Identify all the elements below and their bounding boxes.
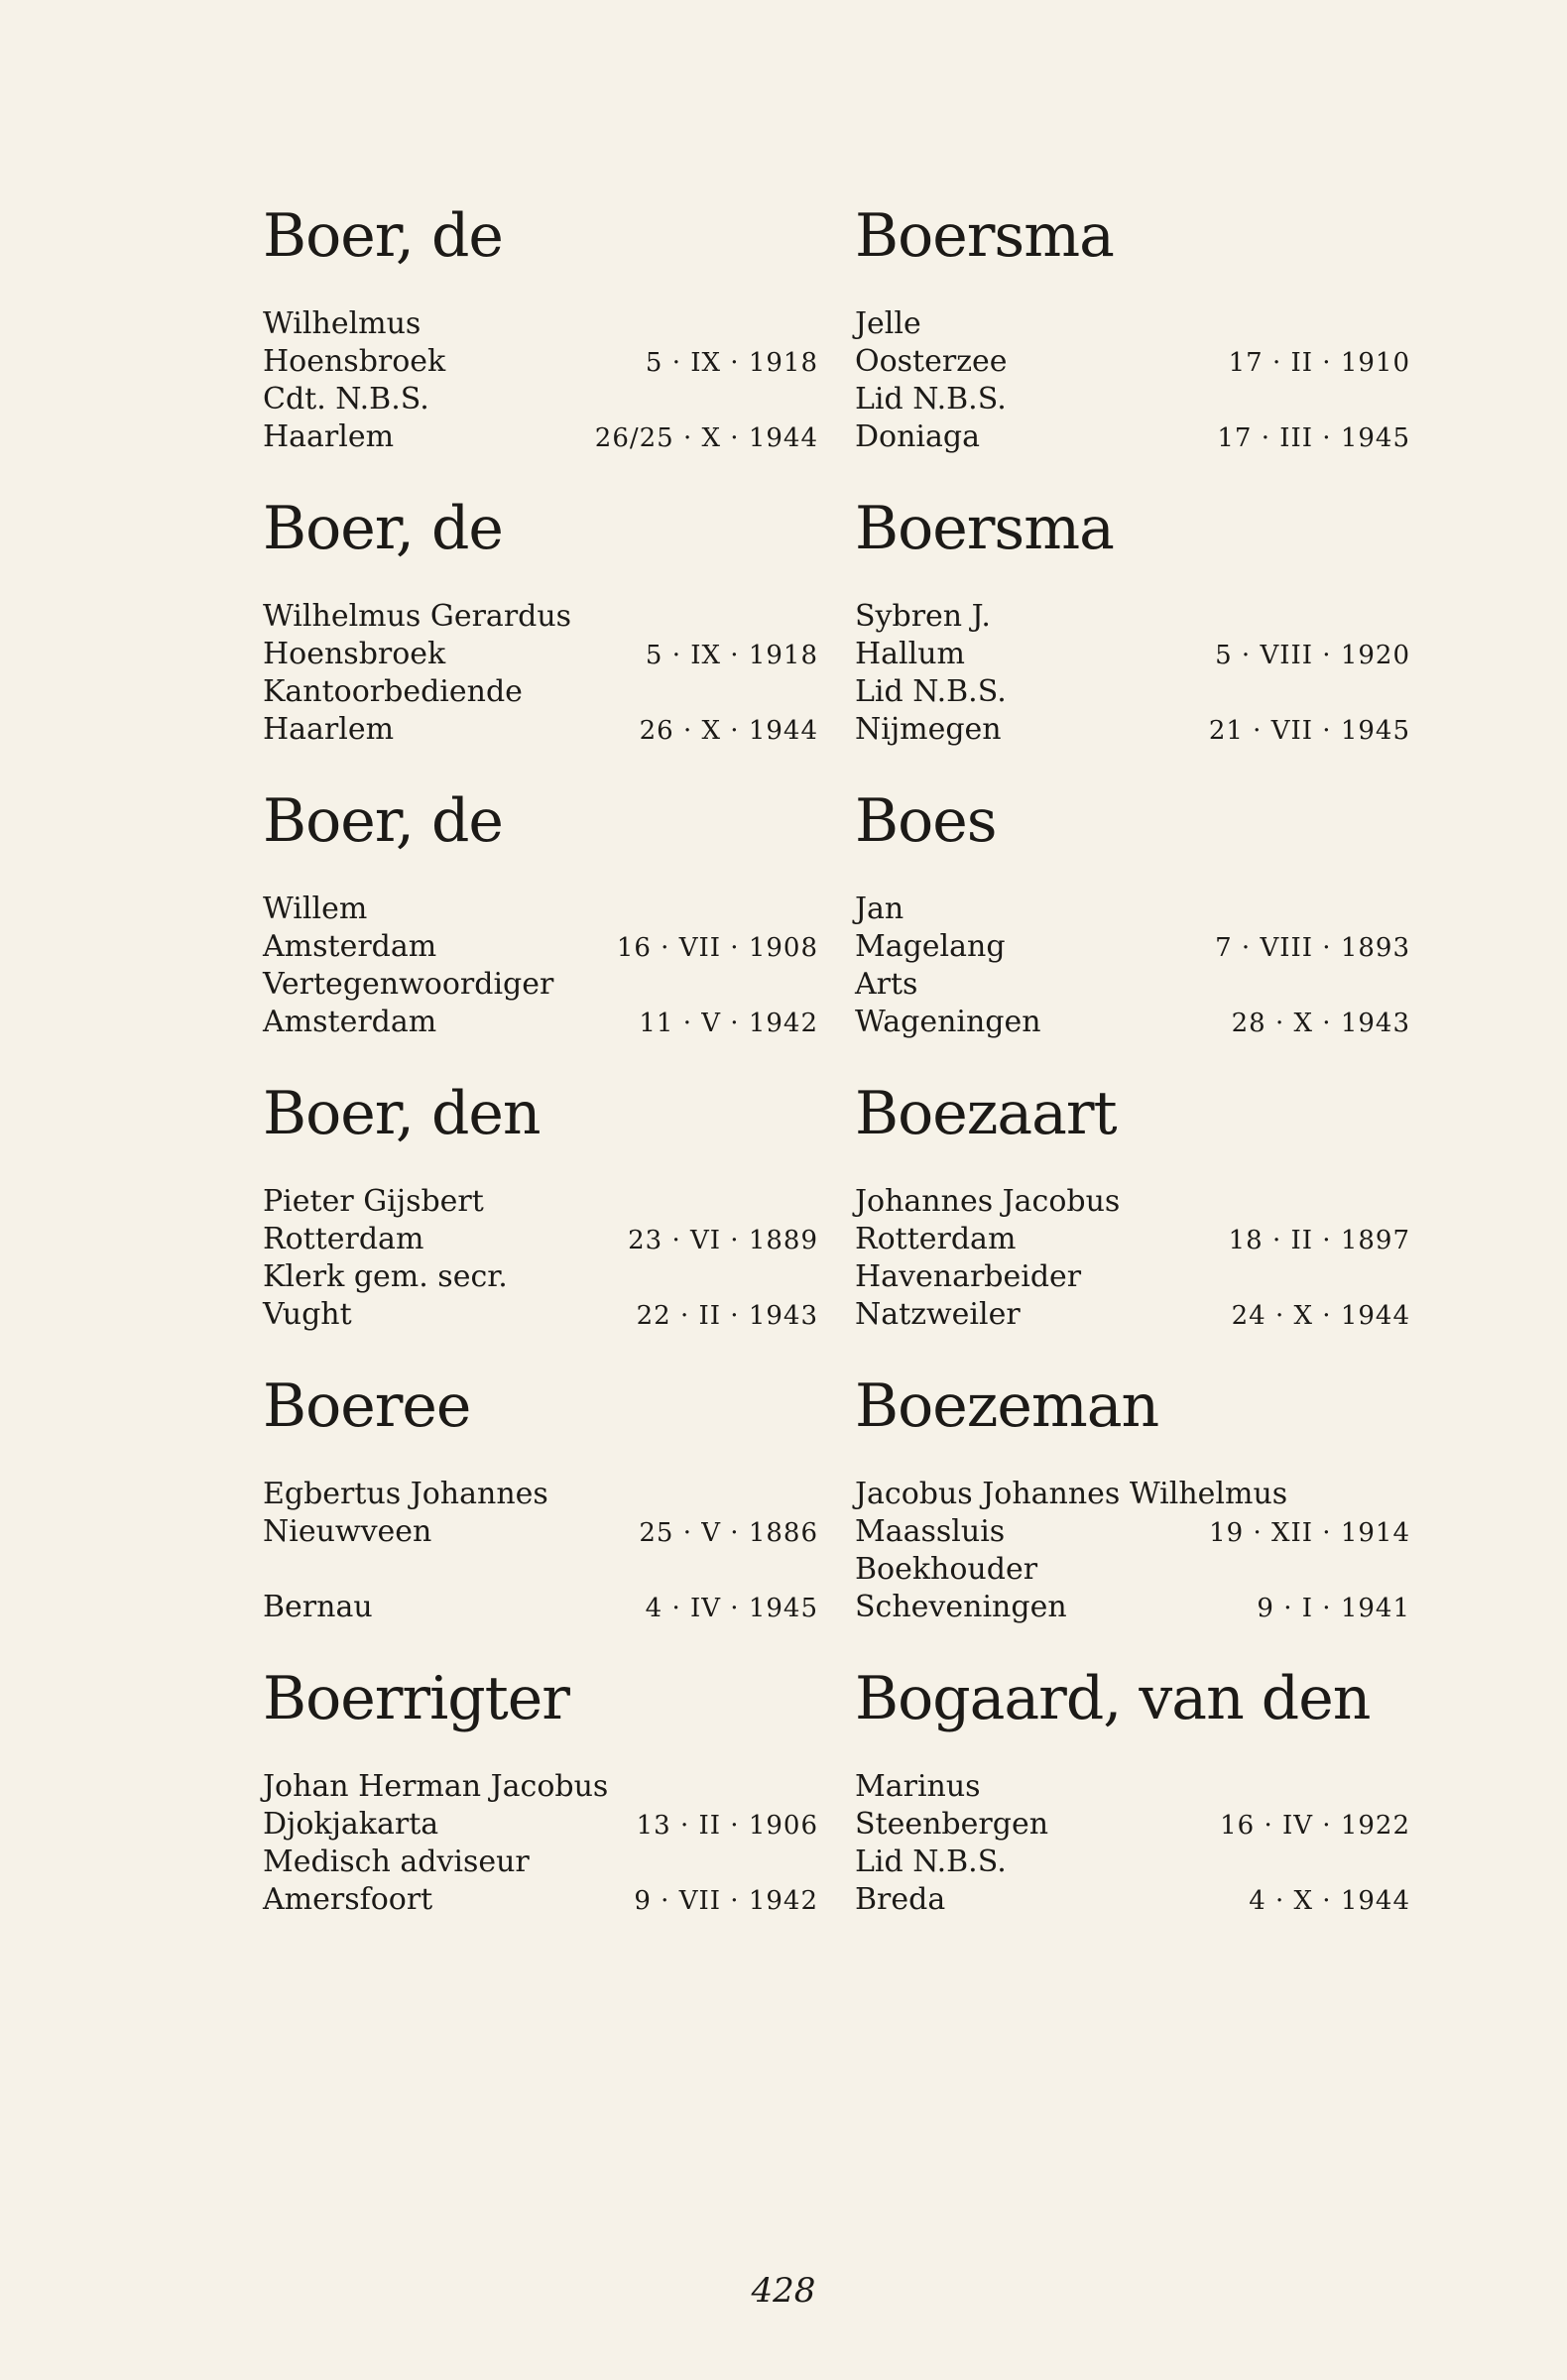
- entry-birthdate: 5 · IX · 1918: [645, 348, 818, 378]
- register-entry: [855, 752, 1410, 1044]
- entry-occupation: Cdt. N.B.S.: [263, 382, 429, 416]
- entry-line-occupation: [263, 1258, 818, 1296]
- entry-occupation: Lid N.B.S.: [855, 674, 1007, 709]
- entry-deathdate: 4 · IV · 1945: [645, 1594, 818, 1623]
- entry-first: Jelle: [855, 306, 921, 341]
- left-column: [263, 167, 818, 1922]
- entry-first: Willem: [263, 892, 368, 926]
- entry-birthplace: Hallum: [855, 637, 966, 671]
- entry-line-occupation: [263, 673, 818, 711]
- entry-birthdate: 16 · IV · 1922: [1220, 1811, 1410, 1841]
- register-entry: [263, 1044, 818, 1337]
- entry-occupation: Lid N.B.S.: [855, 1844, 1007, 1879]
- entry-deathdate: 24 · X · 1944: [1231, 1301, 1410, 1331]
- entry-birthdate: 19 · XII · 1914: [1209, 1518, 1410, 1548]
- entry-birthdate: 17 · II · 1910: [1228, 348, 1410, 378]
- entry-birthplace: Magelang: [855, 929, 1006, 964]
- entry-birthdate: 23 · VI · 1889: [628, 1226, 818, 1255]
- entry-line-deathplace: [263, 418, 818, 456]
- entry-line-birthplace: [855, 343, 1410, 381]
- entry-deathdate: 9 · VII · 1942: [634, 1886, 818, 1916]
- entry-line-birthplace: [855, 1513, 1410, 1551]
- entry-line-birthplace: [263, 928, 818, 966]
- entry-line-occupation: [263, 381, 818, 418]
- entry-birthplace: Hoensbroek: [263, 637, 446, 671]
- entry-birthdate: 7 · VIII · 1893: [1215, 933, 1410, 963]
- entry-surname: Boezaart: [855, 1079, 1117, 1148]
- entry-line-birthplace: [263, 1513, 818, 1551]
- entry-surname: Boes: [855, 786, 997, 856]
- entry-line-birthplace: [263, 1221, 818, 1258]
- entry-line-occupation: [263, 1551, 818, 1589]
- register-entry: [263, 1337, 818, 1629]
- entry-line-deathplace: [855, 1296, 1410, 1334]
- right-column: [855, 167, 1410, 1922]
- entry-first: Egbertus Johannes: [263, 1477, 548, 1511]
- register-entry: [263, 752, 818, 1044]
- entry-deathdate: 28 · X · 1943: [1231, 1009, 1410, 1038]
- entry-line-deathplace: [855, 1004, 1410, 1041]
- entry-line-occupation: [855, 1551, 1410, 1589]
- entry-deathplace: Amersfoort: [263, 1882, 433, 1917]
- entry-surname: Bogaard, van den: [855, 1664, 1371, 1733]
- entry-line-occupation: [855, 966, 1410, 1004]
- entry-birthplace: Djokjakarta: [263, 1807, 439, 1842]
- entry-occupation: Vertegenwoordiger: [263, 967, 554, 1002]
- entry-birthdate: 5 · IX · 1918: [645, 641, 818, 670]
- entry-birthplace: Rotterdam: [855, 1222, 1017, 1256]
- entry-line-first: [263, 1476, 818, 1513]
- entry-line-deathplace: [263, 1004, 818, 1041]
- entry-line-occupation: [263, 1844, 818, 1881]
- entry-line-deathplace: [855, 418, 1410, 456]
- entry-birthdate: 16 · VII · 1908: [616, 933, 818, 963]
- entry-birthplace: Amsterdam: [263, 929, 437, 964]
- page-number: 428: [751, 2271, 816, 2311]
- entry-surname: Boersma: [855, 201, 1114, 271]
- entry-deathplace: Vught: [263, 1297, 352, 1332]
- entry-deathplace: Scheveningen: [855, 1590, 1067, 1624]
- entry-occupation: Lid N.B.S.: [855, 382, 1007, 416]
- entry-deathdate: 9 · I · 1941: [1257, 1594, 1410, 1623]
- entry-deathplace: Doniaga: [855, 419, 981, 454]
- entry-line-first: [263, 1768, 818, 1806]
- entry-deathdate: 21 · VII · 1945: [1208, 716, 1410, 746]
- entry-first: Wilhelmus: [263, 306, 422, 341]
- register-entry: [855, 1337, 1410, 1629]
- entry-birthdate: 5 · VIII · 1920: [1215, 641, 1410, 670]
- entry-line-deathplace: [855, 711, 1410, 749]
- entry-line-birthplace: [855, 928, 1410, 966]
- entry-line-first: [855, 1183, 1410, 1221]
- entry-birthplace: Steenbergen: [855, 1807, 1049, 1842]
- entry-line-deathplace: [855, 1589, 1410, 1626]
- entry-line-first: [263, 305, 818, 343]
- entry-deathplace: Haarlem: [263, 419, 395, 454]
- entry-first: Jacobus Johannes Wilhelmus: [855, 1477, 1288, 1511]
- register-entry: [263, 459, 818, 752]
- entry-birthplace: Maassluis: [855, 1514, 1006, 1549]
- entry-deathdate: 11 · V · 1942: [639, 1009, 818, 1038]
- entry-deathdate: 22 · II · 1943: [636, 1301, 818, 1331]
- entry-surname: Boer, de: [263, 201, 503, 271]
- entry-birthdate: 13 · II · 1906: [636, 1811, 818, 1841]
- entry-birthplace: Oosterzee: [855, 344, 1008, 379]
- entry-line-deathplace: [855, 1881, 1410, 1919]
- entry-surname: Boeree: [263, 1371, 471, 1441]
- entry-line-first: [263, 598, 818, 636]
- entry-line-deathplace: [263, 1589, 818, 1626]
- entry-surname: Boerrigter: [263, 1664, 569, 1733]
- entry-first: Pieter Gijsbert: [263, 1184, 484, 1219]
- entry-line-birthplace: [855, 636, 1410, 673]
- register-entry: [855, 459, 1410, 752]
- entry-deathplace: Natzweiler: [855, 1297, 1021, 1332]
- entry-line-first: [855, 598, 1410, 636]
- entry-line-occupation: [855, 1258, 1410, 1296]
- entry-birthdate: 25 · V · 1886: [639, 1518, 818, 1548]
- entry-deathdate: 4 · X · 1944: [1249, 1886, 1410, 1916]
- entry-deathplace: Nijmegen: [855, 712, 1002, 747]
- entry-line-deathplace: [263, 1881, 818, 1919]
- entry-first: Johan Herman Jacobus: [263, 1769, 609, 1804]
- register-entry: [855, 1629, 1410, 1922]
- entry-occupation: Kantoorbediende: [263, 674, 523, 709]
- entry-occupation: Arts: [855, 967, 918, 1002]
- register-entry: [263, 1629, 818, 1922]
- entry-line-occupation: [855, 381, 1410, 418]
- entry-occupation: Medisch adviseur: [263, 1844, 530, 1879]
- entry-deathplace: Breda: [855, 1882, 946, 1917]
- entry-occupation: Boekhouder: [855, 1552, 1038, 1587]
- entry-line-occupation: [855, 1844, 1410, 1881]
- entry-line-first: [263, 891, 818, 928]
- entry-first: Marinus: [855, 1769, 981, 1804]
- entry-surname: Boezeman: [855, 1371, 1159, 1441]
- register-entry: [263, 167, 818, 459]
- entry-line-birthplace: [855, 1806, 1410, 1844]
- entry-deathdate: 17 · III · 1945: [1217, 423, 1410, 453]
- entry-deathdate: 26/25 · X · 1944: [594, 423, 818, 453]
- entry-line-deathplace: [263, 1296, 818, 1334]
- entry-birthplace: Hoensbroek: [263, 344, 446, 379]
- entry-deathdate: 26 · X · 1944: [639, 716, 818, 746]
- entry-first: Jan: [855, 892, 904, 926]
- entry-first: Wilhelmus Gerardus: [263, 599, 572, 634]
- entry-line-birthplace: [263, 636, 818, 673]
- entry-first: Johannes Jacobus: [855, 1184, 1121, 1219]
- entry-line-occupation: [855, 673, 1410, 711]
- entry-deathplace: Bernau: [263, 1590, 373, 1624]
- entry-line-first: [855, 305, 1410, 343]
- entry-deathplace: Wageningen: [855, 1005, 1041, 1039]
- entry-birthplace: Rotterdam: [263, 1222, 424, 1256]
- entry-occupation: Klerk gem. secr.: [263, 1259, 508, 1294]
- entry-line-occupation: [263, 966, 818, 1004]
- entry-line-first: [855, 1768, 1410, 1806]
- entry-line-first: [855, 891, 1410, 928]
- entry-line-deathplace: [263, 711, 818, 749]
- entry-birthplace: Nieuwveen: [263, 1514, 432, 1549]
- entry-first: Sybren J.: [855, 599, 991, 634]
- entry-surname: Boer, den: [263, 1079, 541, 1148]
- entry-birthdate: 18 · II · 1897: [1228, 1226, 1410, 1255]
- entry-surname: Boersma: [855, 494, 1114, 563]
- register-entry: [855, 1044, 1410, 1337]
- entry-line-birthplace: [855, 1221, 1410, 1258]
- entry-surname: Boer, de: [263, 786, 503, 856]
- entry-line-birthplace: [263, 343, 818, 381]
- entry-line-first: [855, 1476, 1410, 1513]
- entry-deathplace: Amsterdam: [263, 1005, 437, 1039]
- entry-deathplace: Haarlem: [263, 712, 395, 747]
- entry-occupation: Havenarbeider: [855, 1259, 1082, 1294]
- register-entry: [855, 167, 1410, 459]
- entry-line-birthplace: [263, 1806, 818, 1844]
- entry-line-first: [263, 1183, 818, 1221]
- entry-surname: Boer, de: [263, 494, 503, 563]
